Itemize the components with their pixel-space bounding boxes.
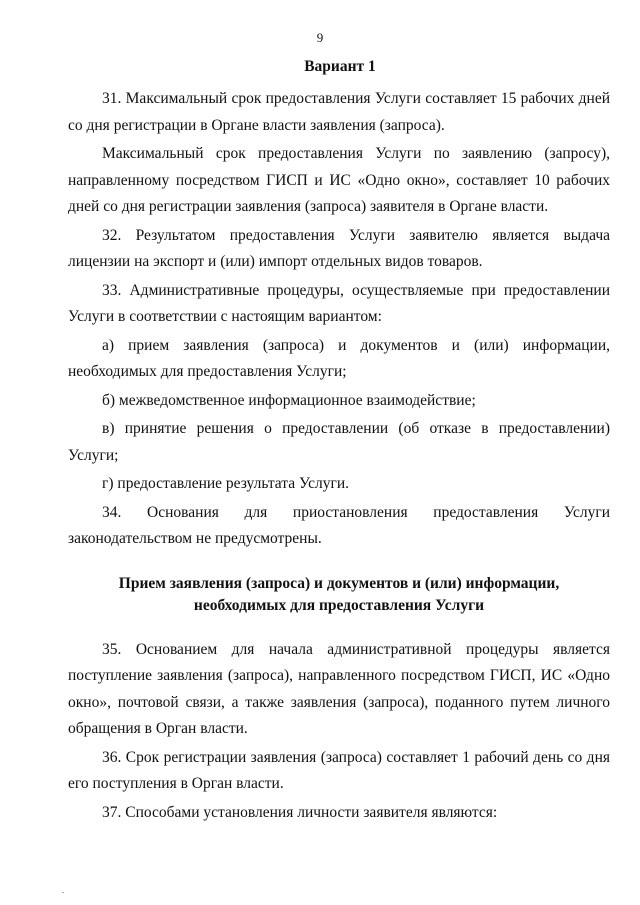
list-item-b: б) межведомственное информационное взаимодействие; bbox=[102, 391, 476, 409]
corner-mark: . bbox=[62, 885, 65, 895]
page-number: 9 bbox=[316, 30, 324, 45]
paragraph-32: 32. Результатом предоставления Услуги заявителю является выдача лицензии на экспорт и (или) импорт отдельных видов товаров. bbox=[68, 226, 610, 270]
paragraph-36: 36. Срок регистрации заявления (запроса) составляет 1 рабочий день со дня его поступления в Орган власти. bbox=[68, 748, 610, 792]
section-heading-line-2: необходимых для предоставления Услуги bbox=[193, 596, 485, 614]
paragraph-35: 35. Основанием для начала административной процедуры является поступление заявления (запроса), направленного посредством ГИСП, ИС «Одно окно», почтовой связи, а также заявления (запроса), поданного путем личного обращения в Орган власти. bbox=[68, 640, 610, 737]
paragraph-34: 34. Основания для приостановления предоставления Услуги законодательством не предусмотрены. bbox=[68, 503, 610, 547]
section-heading-line-1: Прием заявления (запроса) и документов и (или) информации, bbox=[118, 574, 560, 592]
paragraph-31-continuation: Максимальный срок предоставления Услуги по заявлению (запросу), направленному посредством ГИСП и ИС «Одно окно», составляет 10 рабочих дней со дня регистрации заявления (запроса) заявителя в Органе власти. bbox=[68, 145, 610, 215]
paragraph-37: 37. Способами установления личности заявителя являются: bbox=[102, 803, 498, 821]
list-item-d: г) предоставление результата Услуги. bbox=[102, 475, 349, 492]
paragraph-33: 33. Административные процедуры, осуществляемые при предоставлении Услуги в соответствии с настоящим вариантом: bbox=[68, 281, 610, 325]
document-body bbox=[68, 86, 610, 826]
list-item-c: в) принятие решения о предоставлении (об отказе в предоставлении) Услуги; bbox=[68, 420, 610, 464]
variant-heading: Вариант 1 bbox=[304, 58, 376, 75]
list-item-a: а) прием заявления (запроса) и документов и (или) информации, необходимых для предоставления Услуги; bbox=[68, 336, 610, 380]
section-heading bbox=[68, 573, 610, 617]
paragraph-31: 31. Максимальный срок предоставления Услуги составляет 15 рабочих дней со дня регистрации в Органе власти заявления (запроса). bbox=[68, 90, 610, 134]
